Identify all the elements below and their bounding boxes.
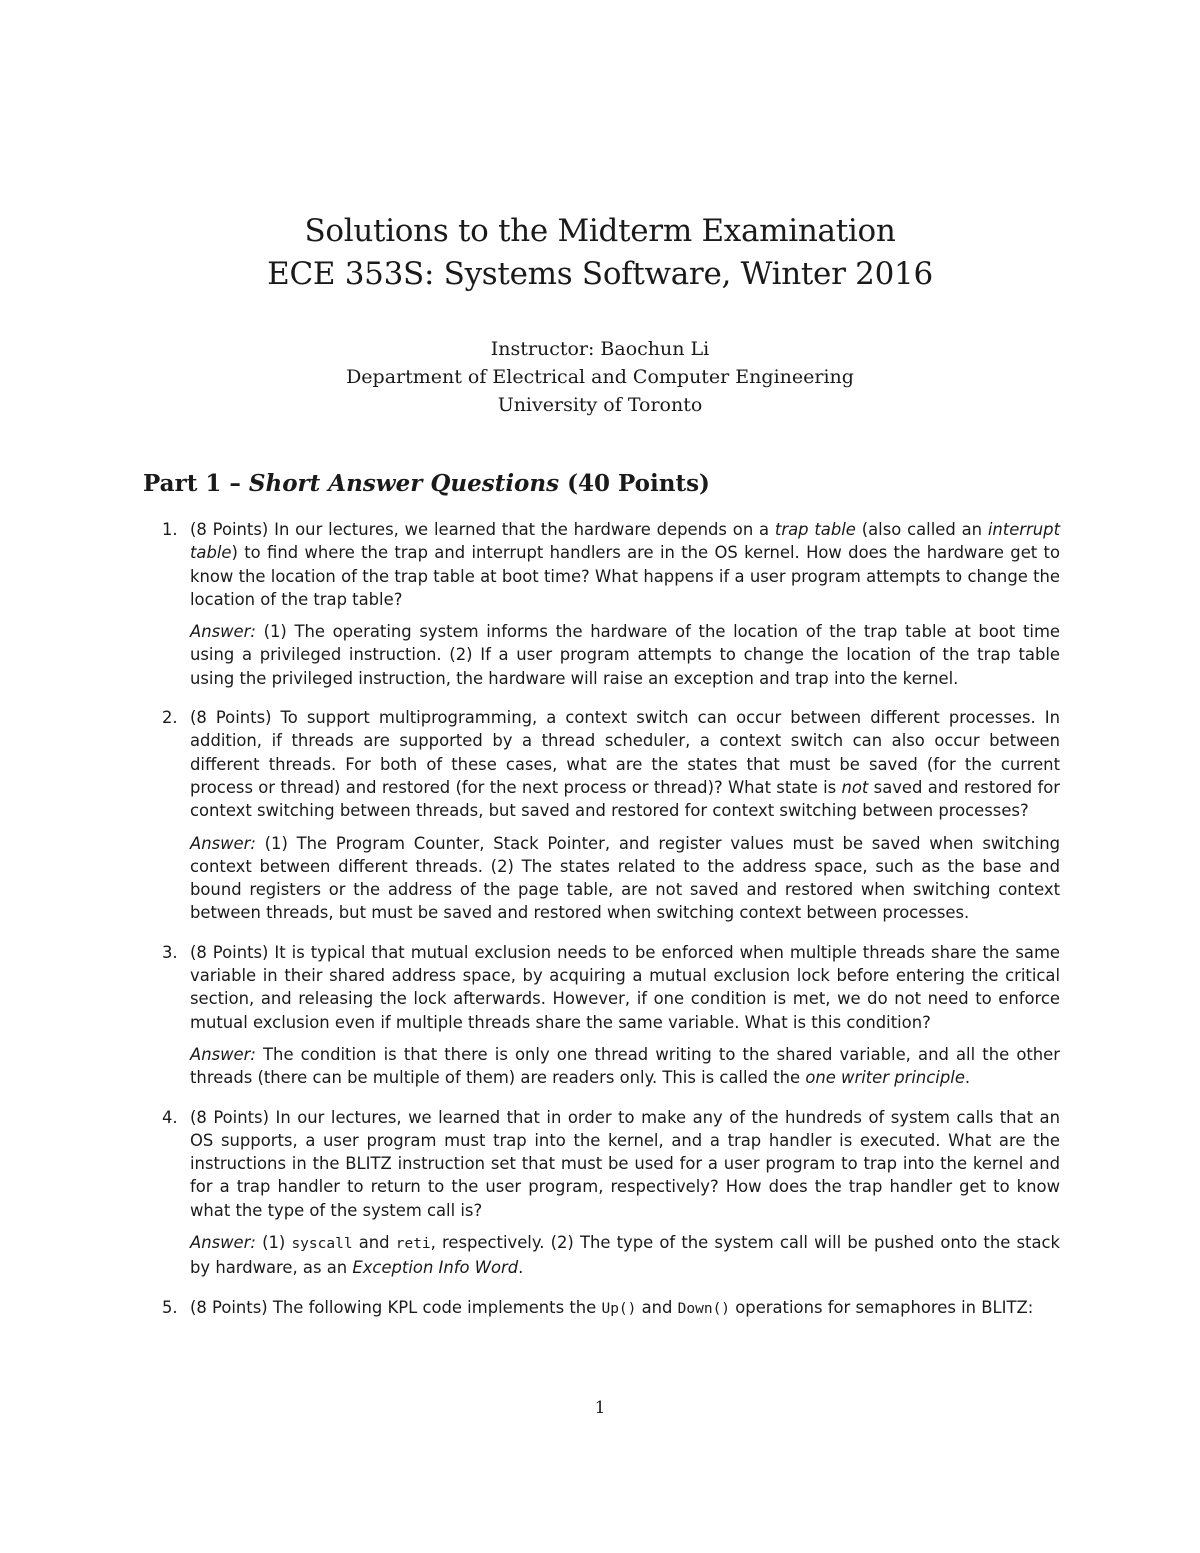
answer-text: Answer: (1) The Program Counter, Stack Pointer, and register values must be saved when switching context between different threads. (2) The states related to the address space, such as the base and bound registers or the address of the page table, are not saved and restored when switching context between threads, but must be saved and restored when switching context between processes.	[190, 833, 1060, 923]
answer-label: Answer:	[190, 622, 256, 642]
part-name: Short Answer Questions	[248, 470, 560, 497]
university-line: University of Toronto	[497, 394, 703, 416]
title-block	[0, 210, 1200, 296]
question-text: (8 Points) The following KPL code implements the Up() and Down() operations for semaphores in BLITZ:	[190, 1297, 1034, 1317]
page-number: 1	[594, 1398, 606, 1418]
question-list	[160, 518, 1060, 1337]
answer-text: Answer: (1) syscall and reti, respectively. (2) The type of the system call will be pushed onto the stack by hardware, as an Exception Info Word.	[190, 1233, 1060, 1278]
question-number: 5.	[162, 1297, 178, 1317]
part-label: Part 1 –	[143, 470, 249, 497]
course-title: ECE 353S: Systems Software, Winter 2016	[267, 256, 933, 292]
part-points: (40 Points)	[559, 470, 710, 497]
question-text: (8 Points) It is typical that mutual exclusion needs to be enforced when multiple threads share the same variable in their shared address space, by acquiring a mutual exclusion lock before entering the critical section, and releasing the lock afterwards. However, if one condition is met, we do not need to enforce mutual exclusion even if multiple threads share the same variable. What is this condition?	[190, 942, 1060, 1032]
part-heading	[143, 470, 710, 497]
author-info	[0, 335, 1200, 419]
question-number: 3.	[162, 942, 178, 962]
question-text: (8 Points) In our lectures, we learned that in order to make any of the hundreds of system calls that an OS supports, a user program must trap into the kernel, and a trap handler is executed. What are the instructions in the BLITZ instruction set that must be used for a user program to trap into the kernel and for a trap handler to return to the user program, respectively? How does the trap handler get to know what the type of the system call is?	[190, 1107, 1060, 1220]
answer-label: Answer:	[190, 1233, 256, 1253]
code-reti: reti	[395, 1236, 431, 1253]
document-title: Solutions to the Midterm Examination	[304, 213, 896, 249]
question-3	[160, 941, 1060, 1090]
answer-text: Answer: (1) The operating system informs the hardware of the location of the trap table at boot time using a privileged instruction. (2) If a user program attempts to change the location of the trap table using the privileged instruction, the hardware will raise an exception and trap into the kernel.	[190, 622, 1060, 688]
instructor-line: Instructor: Baochun Li	[490, 338, 710, 360]
question-4	[160, 1106, 1060, 1280]
code-up: Up()	[601, 1300, 637, 1317]
code-syscall: syscall	[291, 1236, 353, 1253]
question-number: 1.	[162, 520, 178, 539]
department-line: Department of Electrical and Computer Engineering	[346, 366, 854, 388]
question-text: (8 Points) To support multiprogramming, a context switch can occur between different processes. In addition, if threads are supported by a thread scheduler, a context switch can also occur between different threads. For both of these cases, what are the states that must be saved (for the current process or thread) and restored (for the next process or thread)? What state is not saved and restored for context switching between threads, but saved and restored for context switching between processes?	[190, 708, 1060, 821]
code-down: Down()	[677, 1300, 731, 1317]
question-number: 2.	[162, 708, 178, 728]
question-2	[160, 706, 1060, 925]
question-1	[160, 518, 1060, 690]
question-number: 4.	[162, 1107, 178, 1127]
answer-text: Answer: The condition is that there is only one thread writing to the shared variable, and all the other threads (there can be multiple of them) are readers only. This is called the one writer principle.	[190, 1044, 1060, 1088]
question-5	[160, 1296, 1060, 1321]
question-text: (8 Points) In our lectures, we learned that the hardware depends on a trap table (also called an interrupt table) to find where the trap and interrupt handlers are in the OS kernel. How does the hardware get to know the location of the trap table at boot time? What happens if a user program attempts to change the location of the trap table?	[190, 520, 1061, 609]
answer-label: Answer:	[190, 833, 256, 853]
answer-label: Answer:	[190, 1044, 256, 1064]
